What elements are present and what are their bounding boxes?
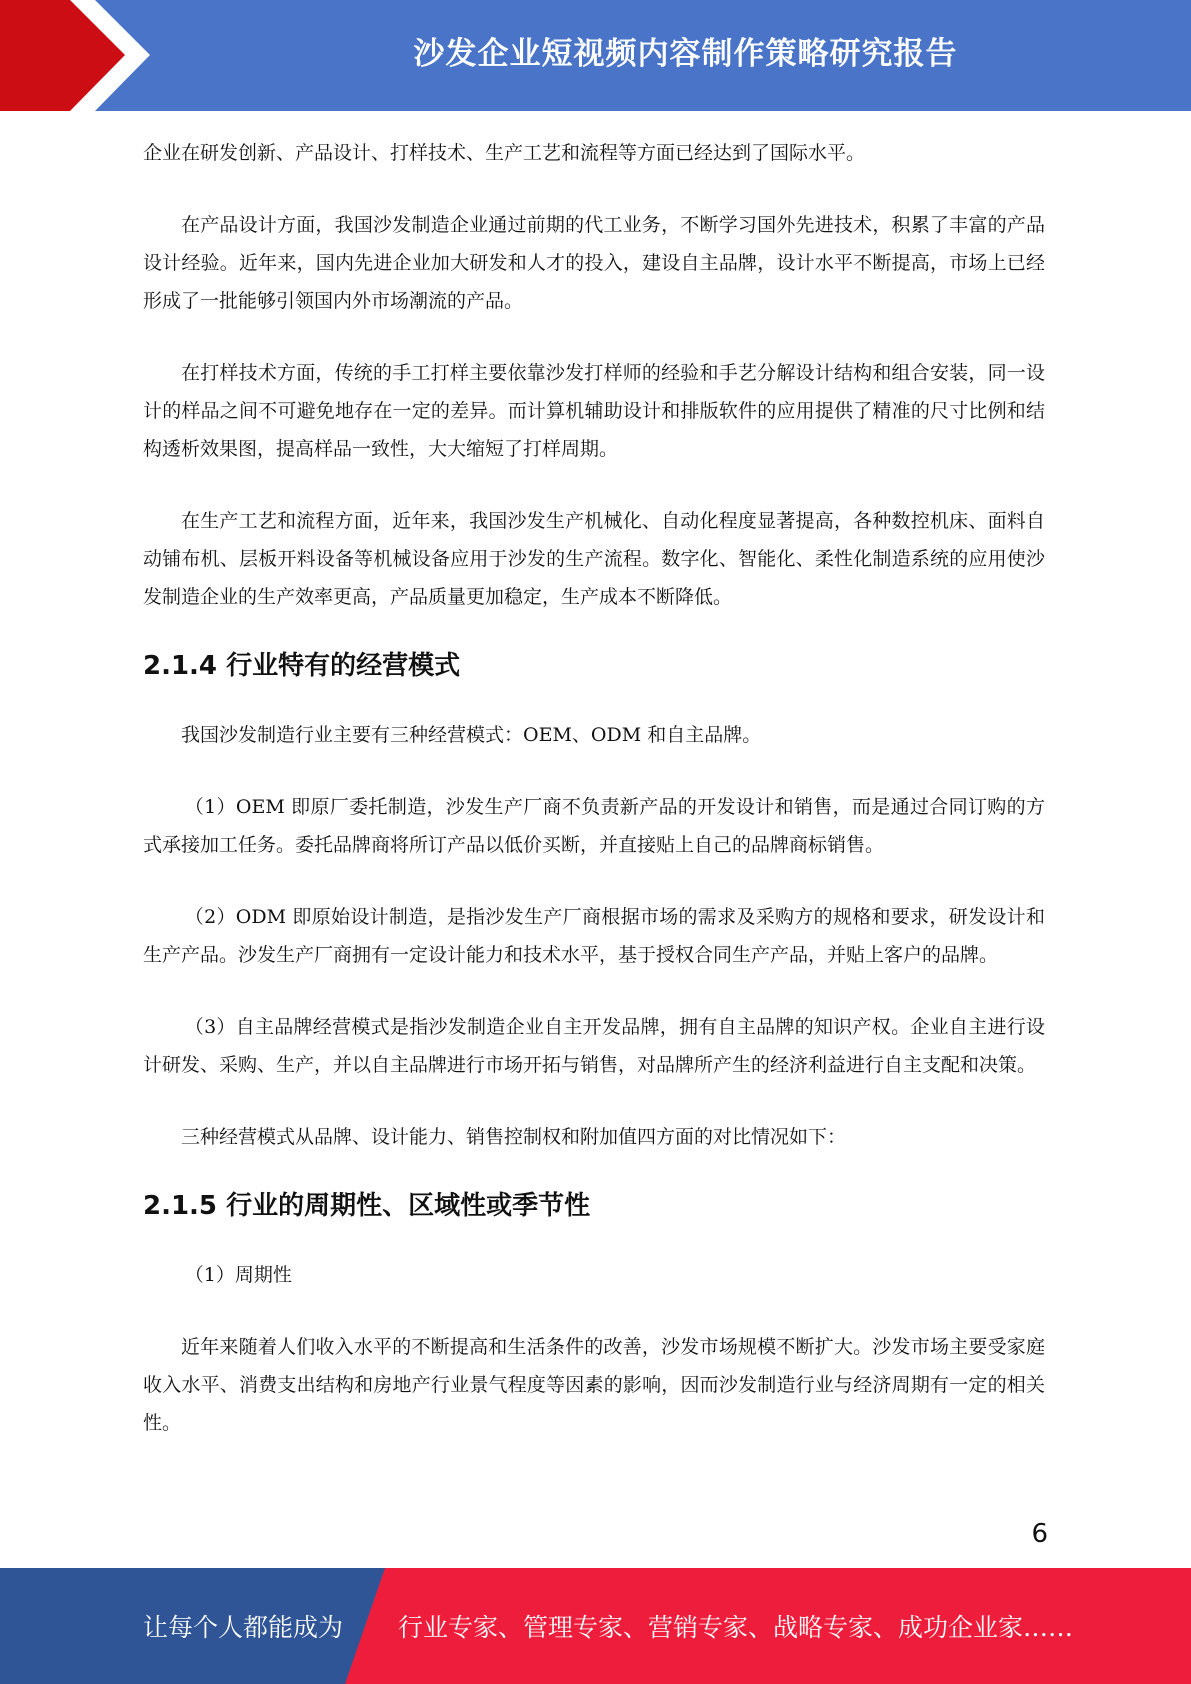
header-title: 沙发企业短视频内容制作策略研究报告	[413, 36, 958, 72]
paragraph: 三种经营模式从品牌、设计能力、销售控制权和附加值四方面的对比情况如下：	[181, 1126, 847, 1148]
paragraph: （2）ODM 即原始设计制造，是指沙发生产厂商根据市场的需求及采购方的规格和要求，研发设计和生产产品。沙发生产厂商拥有一定设计能力和技术水平，基于授权合同生产产品，并贴上客户的品牌。	[143, 906, 1045, 966]
document-body	[143, 134, 1045, 1442]
header-band	[0, 0, 1191, 111]
paragraph: 企业在研发创新、产品设计、打样技术、生产工艺和流程等方面已经达到了国际水平。	[143, 142, 866, 164]
footer-band	[0, 1568, 1191, 1684]
paragraph: 我国沙发制造行业主要有三种经营模式：OEM、ODM 和自主品牌。	[181, 724, 762, 746]
paragraph: 在打样技术方面，传统的手工打样主要依靠沙发打样师的经验和手艺分解设计结构和组合安装，同一设计的样品之间不可避免地存在一定的差异。而计算机辅助设计和排版软件的应用提供了精准的尺寸比例和结构透析效果图，提高样品一致性，大大缩短了打样周期。	[143, 362, 1045, 460]
paragraph: （3）自主品牌经营模式是指沙发制造企业自主开发品牌，拥有自主品牌的知识产权。企业自主进行设计研发、采购、生产，并以自主品牌进行市场开拓与销售，对品牌所产生的经济利益进行自主支配和决策。	[143, 1016, 1045, 1076]
section-heading: 2.1.5 行业的周期性、区域性或季节性	[143, 1191, 591, 1221]
page-number: 6	[1031, 1519, 1048, 1549]
paragraph: 在产品设计方面，我国沙发制造企业通过前期的代工业务，不断学习国外先进技术，积累了丰富的产品设计经验。近年来，国内先进企业加大研发和人才的投入，建设自主品牌，设计水平不断提高，市场上已经形成了一批能够引领国内外市场潮流的产品。	[143, 214, 1045, 312]
footer-slogan-right: 行业专家、管理专家、营销专家、战略专家、成功企业家……	[398, 1613, 1074, 1642]
footer-slogan-left: 让每个人都能成为	[143, 1613, 344, 1642]
section-heading: 2.1.4 行业特有的经营模式	[143, 651, 461, 681]
paragraph: （1）周期性	[184, 1264, 292, 1286]
paragraph: （1）OEM 即原厂委托制造，沙发生产厂商不负责新产品的开发设计和销售，而是通过合同订购的方式承接加工任务。委托品牌商将所订产品以低价买断，并直接贴上自己的品牌商标销售。	[143, 796, 1045, 856]
header-chevron-icon	[0, 0, 155, 111]
paragraph: 近年来随着人们收入水平的不断提高和生活条件的改善，沙发市场规模不断扩大。沙发市场主要受家庭收入水平、消费支出结构和房地产行业景气程度等因素的影响，因而沙发制造行业与经济周期有一定的相关性。	[143, 1336, 1045, 1434]
paragraph: 在生产工艺和流程方面，近年来，我国沙发生产机械化、自动化程度显著提高，各种数控机床、面料自动铺布机、层板开料设备等机械设备应用于沙发的生产流程。数字化、智能化、柔性化制造系统的应用使沙发制造企业的生产效率更高，产品质量更加稳定，生产成本不断降低。	[143, 510, 1045, 608]
